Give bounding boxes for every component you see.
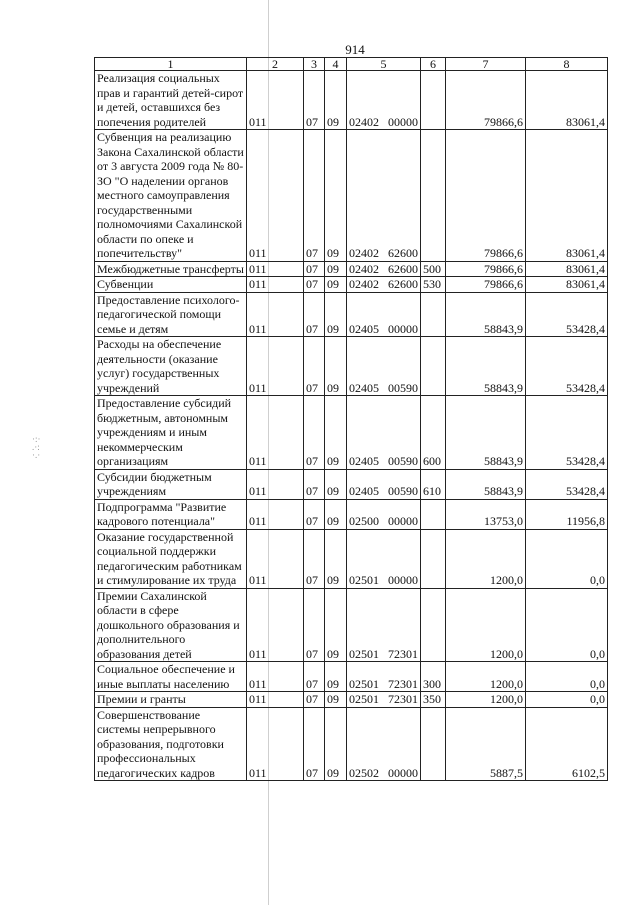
- cell-col6: [421, 337, 446, 396]
- row-label-cell: Оказание государственной социальной поддержки педагогическим работникам и стимулирование их труда: [95, 529, 247, 588]
- cell-col8: 53428,4: [526, 469, 608, 499]
- cell-col4: 09: [325, 469, 347, 499]
- cell-col6: [421, 71, 446, 130]
- cell-col4: 09: [325, 662, 347, 692]
- cell-col4: 09: [325, 692, 347, 708]
- cell-col6: 530: [421, 277, 446, 293]
- cell-col6: [421, 707, 446, 781]
- cell-col5: 02402 62600: [347, 261, 421, 277]
- cell-col7: 1200,0: [446, 588, 526, 662]
- cell-col5: 02501 72301: [347, 588, 421, 662]
- column-header: 1: [95, 58, 247, 71]
- cell-col8: 53428,4: [526, 396, 608, 470]
- cell-col4: 09: [325, 71, 347, 130]
- cell-col3: 07: [304, 499, 325, 529]
- cell-col3: 07: [304, 707, 325, 781]
- row-label-cell: Премии Сахалинской области в сфере дошкольного образования и дополнительного образования детей: [95, 588, 247, 662]
- row-label-cell: Реализация социальных прав и гарантий детей-сирот и детей, оставшихся без попечения родителей: [95, 71, 247, 130]
- cell-col7: 13753,0: [446, 499, 526, 529]
- cell-col7: 58843,9: [446, 469, 526, 499]
- cell-col5: 02501 72301: [347, 662, 421, 692]
- cell-col8: 83061,4: [526, 130, 608, 262]
- cell-col7: 79866,6: [446, 277, 526, 293]
- cell-col5: 02405 00590: [347, 469, 421, 499]
- row-label-cell: Предоставление субсидий бюджетным, автономным учреждениям и иным некоммерческим организациям: [95, 396, 247, 470]
- row-label-cell: Межбюджетные трансферты: [95, 261, 247, 277]
- cell-col7: 79866,6: [446, 71, 526, 130]
- cell-col6: 500: [421, 261, 446, 277]
- page-number: 914: [345, 42, 365, 57]
- cell-col6: [421, 130, 446, 262]
- cell-col2: 011: [247, 396, 304, 470]
- cell-col5: 02501 00000: [347, 529, 421, 588]
- table-row: [95, 277, 608, 293]
- cell-col8: 83061,4: [526, 261, 608, 277]
- table-row: [95, 396, 608, 470]
- cell-col6: [421, 529, 446, 588]
- table-row: [95, 337, 608, 396]
- cell-col3: 07: [304, 277, 325, 293]
- cell-col3: 07: [304, 396, 325, 470]
- cell-col5: 02402 62600: [347, 130, 421, 262]
- row-label-cell: Совершенствование системы непрерывного образования, подготовки профессиональных педагогических кадров: [95, 707, 247, 781]
- cell-col3: 07: [304, 692, 325, 708]
- cell-col6: [421, 588, 446, 662]
- column-header: 2: [247, 58, 304, 71]
- cell-col2: 011: [247, 71, 304, 130]
- table-header-row: [95, 58, 608, 71]
- cell-col7: 1200,0: [446, 662, 526, 692]
- cell-col4: 09: [325, 707, 347, 781]
- cell-col5: 02405 00590: [347, 337, 421, 396]
- cell-col8: 53428,4: [526, 292, 608, 337]
- cell-col3: 07: [304, 337, 325, 396]
- cell-col7: 1200,0: [446, 692, 526, 708]
- cell-col5: 02405 00000: [347, 292, 421, 337]
- cell-col3: 07: [304, 130, 325, 262]
- cell-col5: 02402 00000: [347, 71, 421, 130]
- cell-col5: 02502 00000: [347, 707, 421, 781]
- cell-col5: 02402 62600: [347, 277, 421, 293]
- cell-col2: 011: [247, 588, 304, 662]
- cell-col5: 02405 00590: [347, 396, 421, 470]
- table-row: [95, 692, 608, 708]
- row-label-cell: Субвенции: [95, 277, 247, 293]
- cell-col7: 58843,9: [446, 396, 526, 470]
- cell-col8: 11956,8: [526, 499, 608, 529]
- cell-col2: 011: [247, 261, 304, 277]
- table-row: [95, 662, 608, 692]
- table-body: [95, 71, 608, 781]
- column-header: 5: [347, 58, 421, 71]
- cell-col3: 07: [304, 588, 325, 662]
- table-row: [95, 707, 608, 781]
- cell-col5: 02500 00000: [347, 499, 421, 529]
- cell-col2: 011: [247, 337, 304, 396]
- column-header: 6: [421, 58, 446, 71]
- cell-col3: 07: [304, 292, 325, 337]
- cell-col8: 83061,4: [526, 277, 608, 293]
- row-label-cell: Подпрограмма "Развитие кадрового потенциала": [95, 499, 247, 529]
- cell-col2: 011: [247, 469, 304, 499]
- cell-col6: 610: [421, 469, 446, 499]
- cell-col6: 350: [421, 692, 446, 708]
- cell-col3: 07: [304, 529, 325, 588]
- cell-col7: 5887,5: [446, 707, 526, 781]
- scan-artifact-marks: ·:· .·: ·.·: [32, 434, 41, 460]
- budget-table: [94, 57, 608, 781]
- cell-col2: 011: [247, 662, 304, 692]
- cell-col4: 09: [325, 277, 347, 293]
- column-header: 8: [526, 58, 608, 71]
- cell-col3: 07: [304, 662, 325, 692]
- cell-col2: 011: [247, 277, 304, 293]
- column-header: 3: [304, 58, 325, 71]
- column-header: 7: [446, 58, 526, 71]
- cell-col7: 58843,9: [446, 337, 526, 396]
- cell-col3: 07: [304, 469, 325, 499]
- cell-col4: 09: [325, 292, 347, 337]
- row-label-cell: Субсидии бюджетным учреждениям: [95, 469, 247, 499]
- cell-col6: 600: [421, 396, 446, 470]
- cell-col7: 1200,0: [446, 529, 526, 588]
- cell-col8: 53428,4: [526, 337, 608, 396]
- cell-col4: 09: [325, 499, 347, 529]
- cell-col4: 09: [325, 130, 347, 262]
- cell-col4: 09: [325, 261, 347, 277]
- cell-col7: 58843,9: [446, 292, 526, 337]
- cell-col5: 02501 72301: [347, 692, 421, 708]
- cell-col2: 011: [247, 692, 304, 708]
- row-label-cell: Субвенция на реализацию Закона Сахалинской области от 3 августа 2009 года № 80-ЗО "О наделении органов местного самоуправления государственными полномочиями Сахалинской области по опеке и попечительству": [95, 130, 247, 262]
- cell-col8: 0,0: [526, 692, 608, 708]
- cell-col6: 300: [421, 662, 446, 692]
- table-row: [95, 529, 608, 588]
- table-row: [95, 292, 608, 337]
- cell-col3: 07: [304, 261, 325, 277]
- cell-col8: 0,0: [526, 662, 608, 692]
- column-header: 4: [325, 58, 347, 71]
- cell-col4: 09: [325, 396, 347, 470]
- cell-col4: 09: [325, 588, 347, 662]
- cell-col2: 011: [247, 292, 304, 337]
- row-label-cell: Социальное обеспечение и иные выплаты населению: [95, 662, 247, 692]
- cell-col3: 07: [304, 71, 325, 130]
- table-row: [95, 71, 608, 130]
- table-row: [95, 469, 608, 499]
- cell-col4: 09: [325, 337, 347, 396]
- cell-col8: 83061,4: [526, 71, 608, 130]
- cell-col8: 0,0: [526, 588, 608, 662]
- cell-col2: 011: [247, 529, 304, 588]
- cell-col4: 09: [325, 529, 347, 588]
- cell-col6: [421, 499, 446, 529]
- table-row: [95, 499, 608, 529]
- cell-col2: 011: [247, 130, 304, 262]
- cell-col2: 011: [247, 707, 304, 781]
- row-label-cell: Премии и гранты: [95, 692, 247, 708]
- cell-col6: [421, 292, 446, 337]
- cell-col2: 011: [247, 499, 304, 529]
- cell-col7: 79866,6: [446, 261, 526, 277]
- table-row: [95, 588, 608, 662]
- cell-col7: 79866,6: [446, 130, 526, 262]
- cell-col8: 6102,5: [526, 707, 608, 781]
- cell-col8: 0,0: [526, 529, 608, 588]
- row-label-cell: Расходы на обеспечение деятельности (оказание услуг) государственных учреждений: [95, 337, 247, 396]
- table-row: [95, 261, 608, 277]
- row-label-cell: Предоставление психолого-педагогической помощи семье и детям: [95, 292, 247, 337]
- table-row: [95, 130, 608, 262]
